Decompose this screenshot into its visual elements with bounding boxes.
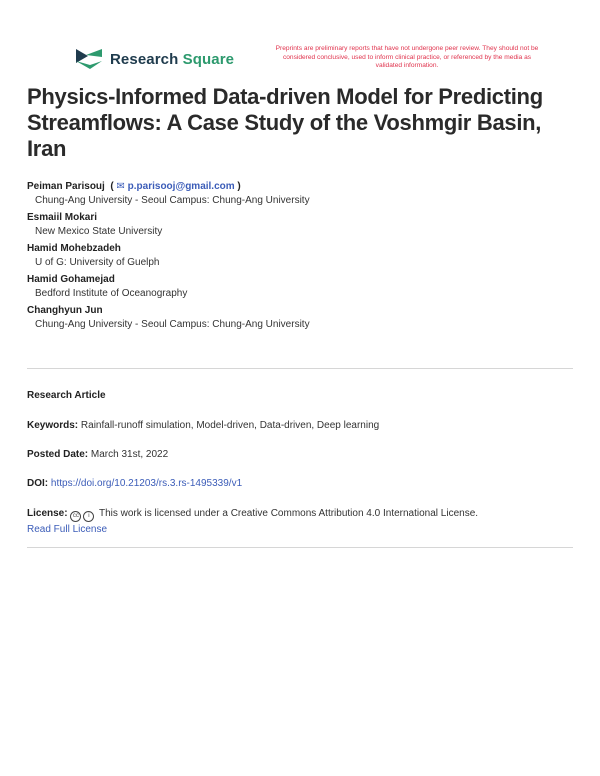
keywords-value: Rainfall-runoff simulation, Model-driven, Data-driven, Deep learning	[80, 420, 380, 431]
posted-date-label: Posted Date:	[27, 449, 89, 460]
logo-word-square: Square	[182, 50, 235, 68]
license-label: License:	[27, 508, 68, 519]
doi-link[interactable]: https://doi.org/10.21203/rs.3.rs-1495339/v1	[50, 478, 243, 489]
author-name: Esmaiil Mokari	[27, 212, 98, 223]
author-entry	[27, 242, 572, 270]
author-name: Changhyun Jun	[27, 305, 103, 316]
research-square-logo[interactable]	[74, 47, 234, 71]
author-entry	[27, 273, 572, 301]
header	[0, 0, 600, 80]
keywords-label: Keywords:	[27, 420, 79, 431]
posted-date-value: March 31st, 2022	[90, 449, 169, 460]
author-email-link[interactable]: p.parisooj@gmail.com	[127, 181, 235, 192]
author-name: Hamid Gohamejad	[27, 274, 115, 285]
logo-text	[110, 51, 234, 68]
author-entry	[27, 211, 572, 239]
mail-icon: ✉	[116, 181, 125, 192]
author-entry	[27, 304, 572, 332]
cc-icon: cc	[70, 511, 81, 522]
author-affiliation: Bedford Institute of Oceanography	[35, 288, 188, 299]
posted-date-row	[27, 447, 573, 462]
author-affiliation: Chung-Ang University - Seoul Campus: Chung-Ang University	[35, 319, 310, 330]
author-name: Peiman Parisouj ( ✉ p.parisooj@gmail.com )	[27, 181, 241, 192]
doi-label: DOI:	[27, 478, 49, 489]
license-row	[27, 506, 573, 537]
article-type-label: Research Article	[27, 390, 106, 401]
read-full-license-link[interactable]: Read Full License	[27, 524, 108, 535]
author-list	[27, 180, 572, 335]
keywords-row	[27, 418, 573, 433]
by-icon: i	[83, 511, 94, 522]
doi-row	[27, 476, 573, 491]
article-type	[27, 388, 573, 403]
author-entry	[27, 180, 572, 208]
author-affiliation: U of G: University of Guelph	[35, 257, 160, 268]
logo-word-research: Research	[110, 50, 179, 68]
author-affiliation: New Mexico State University	[35, 226, 163, 237]
preprint-disclaimer: Preprints are preliminary reports that have not undergone peer review. They should not be considered conclusive, used to inform clinical practice, or referenced by the media as validated information.	[275, 45, 539, 70]
author-affiliation: Chung-Ang University - Seoul Campus: Chung-Ang University	[35, 195, 310, 206]
paper-title: Physics-Informed Data-driven Model for Predicting Streamflows: A Case Study of the Voshmgir Basin, Iran	[27, 84, 543, 161]
author-name-text: Peiman Parisouj	[27, 181, 105, 192]
author-name: Hamid Mohebzadeh	[27, 243, 121, 254]
section-divider	[27, 368, 573, 369]
research-square-logo-icon	[74, 47, 104, 71]
section-divider	[27, 547, 573, 548]
license-text: This work is licensed under a Creative Commons Attribution 4.0 International License.	[98, 508, 479, 519]
